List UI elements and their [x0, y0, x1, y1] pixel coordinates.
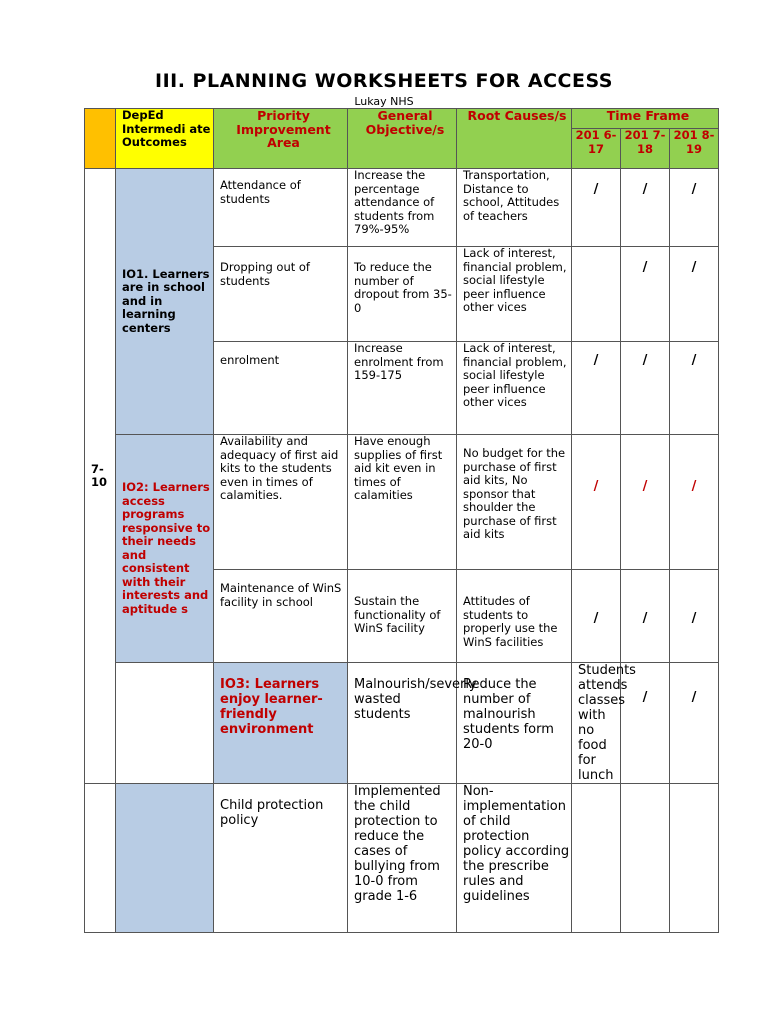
- general-objective: Reduce the number of malnourish students form 20-0: [457, 663, 572, 784]
- general-objective: Implemented the child protection to reduce the cases of bullying from 10-0 from grade 1-6: [348, 784, 457, 933]
- outcome-io3: IO3: Learners enjoy learner-friendly environment: [214, 663, 348, 784]
- timeframe-mark: [572, 247, 621, 342]
- timeframe-mark: /: [621, 435, 670, 570]
- priority-area: Attendance of students: [214, 169, 348, 247]
- header-corner: [85, 109, 116, 169]
- root-cause: Lack of interest, financial problem, social lifestyle peer influence other vices: [457, 342, 572, 435]
- timeframe-mark: [621, 784, 670, 933]
- page-title: III. PLANNING WORKSHEETS FOR ACCESS: [155, 70, 613, 92]
- timeframe-mark: [572, 784, 621, 933]
- priority-area: Maintenance of WinS facility in school: [214, 570, 348, 663]
- timeframe-mark: /: [670, 435, 719, 570]
- timeframe-mark: /: [670, 570, 719, 663]
- priority-area: Child protection policy: [214, 784, 348, 933]
- school-name: Lukay NHS: [354, 95, 414, 108]
- general-objective: To reduce the number of dropout from 35-0: [348, 247, 457, 342]
- timeframe-mark: /: [621, 570, 670, 663]
- outcome-blank: [116, 784, 214, 933]
- header-year-3: 201 8-19: [670, 129, 719, 169]
- timeframe-mark: /: [621, 247, 670, 342]
- priority-area: Malnourish/severly wasted students: [348, 663, 457, 784]
- timeframe-mark: /: [572, 435, 621, 570]
- header-objective: General Objective/s: [348, 109, 457, 169]
- root-cause: Non-implementation of child protection policy according the prescribe rules and guidelines: [457, 784, 572, 933]
- table-row: [85, 784, 719, 933]
- header-year-2: 201 7-18: [621, 129, 670, 169]
- timeframe-mark: /: [572, 570, 621, 663]
- timeframe-mark: /: [670, 342, 719, 435]
- priority-area: Dropping out of students: [214, 247, 348, 342]
- outcome-io2: IO2: Learners access programs responsive to their needs and consistent with their interests and aptitude s: [116, 435, 214, 663]
- root-cause: Attitudes of students to properly use the WinS facilities: [457, 570, 572, 663]
- table-row: [85, 663, 719, 784]
- header-priority: Priority Improvement Area: [214, 109, 348, 169]
- grade-level: 7-10: [85, 169, 116, 784]
- header-root: Root Causes/s: [457, 109, 572, 169]
- general-objective: Sustain the functionality of WinS facility: [348, 570, 457, 663]
- timeframe-mark: /: [572, 342, 621, 435]
- planning-table: [84, 108, 719, 933]
- timeframe-mark: /: [621, 663, 670, 784]
- header-timeframe: Time Frame: [572, 109, 719, 129]
- general-objective: Have enough supplies of first aid kit even in times of calamities: [348, 435, 457, 570]
- table-row: [85, 169, 719, 247]
- timeframe-mark: [670, 784, 719, 933]
- outcome-io1: IO1. Learners are in school and in learning centers: [116, 169, 214, 435]
- root-cause: Students attends classes with no food for lunch: [572, 663, 621, 784]
- general-objective: Increase the percentage attendance of students from 79%-95%: [348, 169, 457, 247]
- timeframe-mark: /: [621, 169, 670, 247]
- grade-blank: [85, 784, 116, 933]
- priority-area: Availability and adequacy of first aid kits to the students even in times of calamities.: [214, 435, 348, 570]
- planning-worksheet: [84, 108, 718, 933]
- timeframe-mark: /: [621, 342, 670, 435]
- header-year-1: 201 6-17: [572, 129, 621, 169]
- timeframe-mark: /: [670, 663, 719, 784]
- timeframe-mark: /: [670, 169, 719, 247]
- table-row: [85, 435, 719, 570]
- root-cause: No budget for the purchase of first aid kits, No sponsor that shoulder the purchase of first aid kits: [457, 435, 572, 570]
- priority-area: enrolment: [214, 342, 348, 435]
- header-outcomes: DepEd Intermedi ate Outcomes: [116, 109, 214, 169]
- timeframe-mark: /: [572, 169, 621, 247]
- grade-blank: [116, 663, 214, 784]
- root-cause: Lack of interest, financial problem, social lifestyle peer influence other vices: [457, 247, 572, 342]
- root-cause: Transportation, Distance to school, Attitudes of teachers: [457, 169, 572, 247]
- timeframe-mark: /: [670, 247, 719, 342]
- general-objective: Increase enrolment from 159-175: [348, 342, 457, 435]
